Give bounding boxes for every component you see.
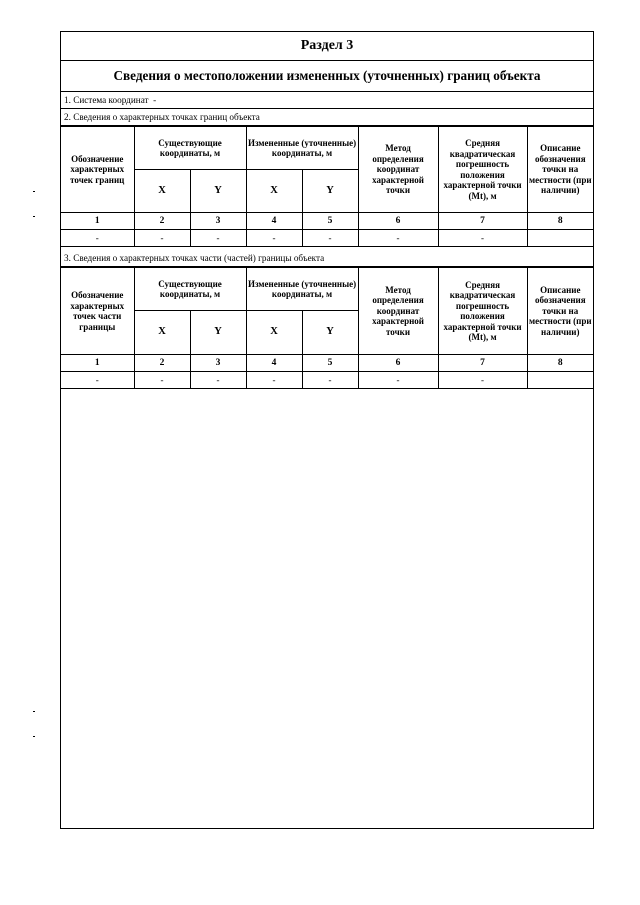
- part2-table: [61, 126, 593, 247]
- column-number: 5: [302, 355, 358, 372]
- column-number: 6: [358, 355, 438, 372]
- table-row: [61, 230, 593, 247]
- column-number: 8: [527, 213, 593, 230]
- column-number: 2: [134, 355, 190, 372]
- table-cell: -: [61, 230, 134, 247]
- header-existing-coords: Существующие координаты, м: [134, 127, 246, 170]
- part2-heading: 2. Сведения о характерных точках границ объекта: [61, 109, 593, 126]
- column-number: 1: [61, 355, 134, 372]
- header-description: Описание обозначения точки на местности (при наличии): [527, 268, 593, 355]
- header-x: X: [246, 170, 302, 213]
- header-description: Описание обозначения точки на местности (при наличии): [527, 127, 593, 213]
- document-frame: [60, 31, 594, 829]
- header-method: Метод определения координат характерной точки: [358, 127, 438, 213]
- scan-mark: [33, 191, 35, 192]
- section-title: Раздел 3: [61, 32, 593, 61]
- table-cell: -: [190, 230, 246, 247]
- scan-mark: [33, 711, 35, 712]
- table-cell: -: [246, 372, 302, 389]
- coord-system-value: -: [153, 95, 157, 105]
- table-cell: -: [358, 230, 438, 247]
- column-number: 8: [527, 355, 593, 372]
- table-cell: [527, 372, 593, 389]
- table-cell: -: [438, 230, 527, 247]
- header-designation: Обозначение характерных точек границ: [61, 127, 134, 213]
- header-method: Метод определения координат характерной точки: [358, 268, 438, 355]
- column-number: 1: [61, 213, 134, 230]
- table-cell: [527, 230, 593, 247]
- column-number: 7: [438, 355, 527, 372]
- header-changed-coords: Измененные (уточненные) координаты, м: [246, 268, 358, 311]
- part3-table: [61, 267, 593, 389]
- column-number: 3: [190, 213, 246, 230]
- column-number: 7: [438, 213, 527, 230]
- scan-mark: [33, 216, 35, 217]
- column-number: 4: [246, 355, 302, 372]
- column-number: 6: [358, 213, 438, 230]
- coord-system-label: 1. Система координат: [64, 95, 149, 105]
- column-numbers-row: [61, 213, 593, 230]
- scan-mark: [33, 736, 35, 737]
- column-number: 4: [246, 213, 302, 230]
- column-number: 3: [190, 355, 246, 372]
- table-row: [61, 372, 593, 389]
- column-numbers-row: [61, 355, 593, 372]
- header-x: X: [246, 311, 302, 355]
- section-subtitle: Сведения о местоположении измененных (уточненных) границ объекта: [61, 61, 593, 92]
- header-x: X: [134, 311, 190, 355]
- table-cell: -: [358, 372, 438, 389]
- header-x: X: [134, 170, 190, 213]
- table-cell: -: [134, 372, 190, 389]
- header-y: Y: [302, 170, 358, 213]
- header-existing-coords: Существующие координаты, м: [134, 268, 246, 311]
- header-designation: Обозначение характерных точек части границы: [61, 268, 134, 355]
- table-cell: -: [190, 372, 246, 389]
- table-cell: -: [438, 372, 527, 389]
- column-number: 2: [134, 213, 190, 230]
- header-y: Y: [190, 311, 246, 355]
- table-cell: -: [61, 372, 134, 389]
- part3-heading: 3. Сведения о характерных точках части (частей) границы объекта: [61, 250, 593, 267]
- table-cell: -: [246, 230, 302, 247]
- header-y: Y: [302, 311, 358, 355]
- table-cell: -: [302, 372, 358, 389]
- column-number: 5: [302, 213, 358, 230]
- table-cell: -: [134, 230, 190, 247]
- header-y: Y: [190, 170, 246, 213]
- header-error: Средняя квадратическая погрешность положения характерной точки (Mt), м: [438, 268, 527, 355]
- coord-system-line: [61, 92, 593, 109]
- header-changed-coords: Измененные (уточненные) координаты, м: [246, 127, 358, 170]
- header-error: Средняя квадратическая погрешность положения характерной точки (Mt), м: [438, 127, 527, 213]
- table-cell: -: [302, 230, 358, 247]
